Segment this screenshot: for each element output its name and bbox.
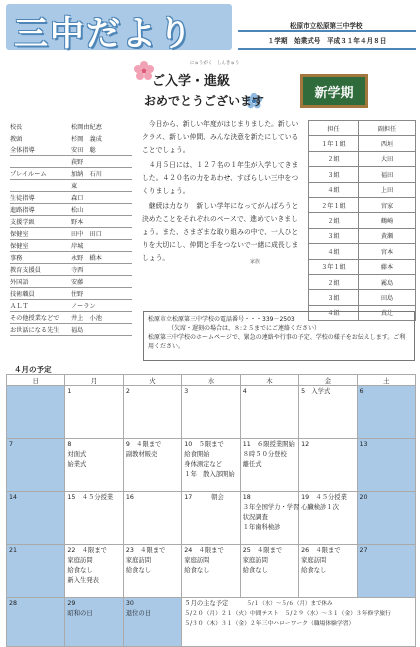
calendar-event: 対面式 [67,451,87,458]
calendar-day-header: 木 [240,375,298,386]
calendar-day [182,439,240,492]
school-name: 松原市立松原第三中学校 [290,22,363,30]
calendar-day-header: 金 [299,375,357,386]
calendar-date: 9 ４限まで [125,441,162,448]
calendar-date: 26 ４限まで [301,547,341,554]
calendar-event: 家庭訪問 [125,557,152,564]
greeting-ruby: にゅうがく しんきゅう [190,61,240,66]
staff-role: その他授業などで [10,315,60,322]
staff-row [10,216,132,228]
staff-row [10,300,132,312]
calendar-date: 2 [125,388,130,395]
calendar-event: 副教材販売 [125,451,158,458]
staff-role: 技術職員 [10,291,35,298]
homeroom-teacher: 大田 [359,151,416,166]
calendar-date: 3 [184,388,189,395]
staff-row [10,228,132,240]
homeroom-class: １年１組 [309,136,359,151]
calendar-event: ８時５０分登校 [242,451,287,458]
staff-row [10,276,132,288]
calendar-event: 身体測定など [184,461,223,468]
calendar-event: １年歯科検診 [242,524,281,531]
calendar-day-header: 月 [65,375,123,386]
homeroom-row [309,213,416,228]
homeroom-class: ２組 [309,274,359,289]
calendar-day-header: 日 [7,375,65,386]
homeroom-class: ３組 [309,228,359,243]
calendar-date: 13 [359,441,368,448]
calendar-date: 5 入学式 [301,388,331,395]
may-title [184,599,413,609]
staff-role: 保健室 [10,231,29,238]
staff-role: プレイルーム [10,171,47,178]
calendar-day [65,386,123,439]
calendar-event: 新入生発表 [67,577,99,584]
calendar-week [7,439,416,492]
homeroom-teacher: 霧島 [359,274,416,289]
calendar-day [299,545,357,598]
staff-row [10,192,132,204]
staff-row [10,120,132,132]
calendar-day-header: 土 [357,375,415,386]
calendar-date: 24 ４限まで [184,547,224,554]
calendar-day [123,492,181,545]
calendar-date: 8 [67,441,72,448]
may-schedule [182,598,416,647]
calendar-day [123,386,181,439]
calendar-event: 家庭訪問 [184,557,210,564]
homeroom-class: ３年１組 [309,259,359,274]
calendar-event: 家庭訪問 [301,557,327,564]
staff-row [10,240,132,252]
homeroom-row [309,121,416,136]
staff-row [10,180,132,192]
homeroom-teacher: 上田 [359,182,416,197]
calendar-week [7,598,416,647]
calendar-date: 25 ４限まで [242,547,283,554]
homeroom-table [308,120,416,321]
may-title-text: ５月の主な予定 [184,600,229,607]
calendar-date: 28 [9,600,18,607]
staff-role: お世話になる先生 [10,327,60,334]
calendar-day [299,386,357,439]
calendar-event: 昭和の日 [67,610,93,617]
homeroom-row [309,151,416,166]
staff-role: 進路指導 [10,207,35,214]
calendar-date: 16 [125,494,134,501]
phone-line: 松原市立松原第三中学校の電話番号・・・339－2503 [148,316,295,323]
absence-note: （欠席・遅刻の場合は、８:２５までにご連絡ください） [168,325,321,332]
calendar-date: 4 [242,388,247,395]
staff-name: 井上 小池 [71,315,102,322]
staff-name: 永野 橋本 [71,255,102,262]
calendar-date: 6 [359,388,364,395]
calendar-day [7,439,65,492]
calendar-day [240,492,298,545]
calendar-event: １年 散入部開始 [184,471,235,478]
calendar-event: 給食なし [67,567,93,574]
calendar-event: 給食なし [184,567,210,574]
calendar-event: 心臓検診１次 [301,504,339,511]
homeroom-teacher: 真辻 [359,305,416,320]
staff-role: 教育支援員 [10,267,41,274]
calendar-day-header: 水 [182,375,240,386]
staff-name: 森口 [71,195,84,202]
calendar-day [123,598,181,647]
new-term-blackboard: 新学期 [300,74,368,108]
staff-role: ＡＬＴ [10,303,29,310]
homeroom-teacher: 宮本 [359,244,416,259]
staff-role: 校長 [10,123,23,131]
calendar-week [7,545,416,598]
staff-name: 東 [71,183,78,190]
staff-role: 保健室 [10,243,29,250]
staff-name: 杉岡 義成 [71,135,102,143]
calendar-day [357,439,415,492]
homeroom-teacher: 副担任 [359,121,416,136]
staff-row [10,288,132,300]
staff-role: 生徒指導 [10,195,35,202]
staff-name: 加納 石川 [71,171,102,178]
calendar-event: 退位の日 [125,610,152,617]
calendar-title: ４月の予定 [14,365,52,374]
calendar-day [65,598,123,647]
calendar-day [65,545,123,598]
staff-name: 松岡由紀恵 [71,123,102,131]
homeroom-row [309,244,416,259]
calendar-day [123,545,181,598]
calendar-date: 15 ４５分授業 [67,494,114,501]
calendar-event: 給食開始 [184,451,210,458]
staff-role: 教頭 [10,135,23,143]
calendar-event: 給食なし [125,567,152,574]
calendar-day [240,545,298,598]
homeroom-class: ２組 [309,151,359,166]
may-holiday: ５/１（水）～５/６（月）まで休み [246,601,333,607]
calendar-date: 12 [301,441,310,448]
calendar-date: 17 朝会 [184,494,224,501]
family-ruby: 家族 [250,259,261,265]
calendar-date: 18 [242,494,251,501]
calendar-date: 22 ４限まで [67,547,107,554]
homeroom-teacher: 藤本 [359,259,416,274]
greeting-heading: ご入学・進級 [152,74,231,89]
staff-name: ノーラン [71,303,96,310]
staff-name: 荻野 [71,159,84,166]
staff-row [10,204,132,216]
calendar-date: 30 [125,600,134,607]
calendar-event: 離任式 [242,461,262,468]
calendar-day [357,545,415,598]
homeroom-row [309,167,416,182]
staff-role: 支援学級 [10,219,35,226]
principal-letter [142,118,304,267]
calendar-date: 29 [67,600,76,607]
calendar-date: 23 ４限まで [125,547,166,554]
calendar-day [299,492,357,545]
calendar-date: 21 [9,547,18,554]
calendar-week [7,386,416,439]
homeroom-row [309,228,416,243]
calendar-day [299,439,357,492]
staff-row [10,168,132,180]
calendar-date: 20 [359,494,368,501]
staff-role: 事務 [10,255,23,262]
staff-name: 岸城 [71,243,84,250]
homeroom-class: ３組 [309,167,359,182]
may-event: ５/３０（木）３１（金）２年三中ハローワーク（職場体験学習） [184,621,355,627]
staff-role: 全体指導 [10,147,35,154]
staff-role: 外国語 [10,279,29,286]
calendar-event: 家庭訪問 [242,557,268,564]
homepage-note: 松原第三中学校のホームページで、緊急の連絡や行事の予定、学校の様子をお伝えします。ご利用ください。 [148,334,406,350]
homeroom-teacher: 黄瀬 [359,228,416,243]
homeroom-row [309,197,416,212]
issue-info: １学期 始業式号 平成３１年４月８日 [238,30,416,50]
calendar-week [7,492,416,545]
calendar-event: 給食なし [301,567,327,574]
staff-row [10,252,132,264]
calendar-day [7,598,65,647]
calendar-day [357,386,415,439]
calendar-day [240,439,298,492]
greeting-subheading: おめでとうございます [144,94,265,108]
staff-list [10,120,132,336]
homeroom-teacher: 宮家 [359,197,416,212]
staff-row [10,324,132,336]
calendar-date: 14 [9,494,18,501]
homeroom-row [309,290,416,305]
calendar-day [7,492,65,545]
staff-row [10,144,132,156]
contact-box [143,311,415,361]
staff-name: 野本 [71,219,84,226]
letter-paragraph: 継続は力なり 新しい学年になってがんばろうと決めたことをそれぞれのペースで、進めていきましょう。また、さまざまな取り組みの中で、一人ひとりを大切にし、仲間と手をつないで一緒に成長しましょう。 [142,202,299,262]
april-calendar [6,374,416,647]
letter-paragraph: ４月５日には、１２７名の１年生が入学してきました。４２０名の力をあわせ、すばらしい三中をつくりましょう。 [142,161,299,195]
homeroom-teacher: 田島 [359,290,416,305]
homeroom-class: ４組 [309,244,359,259]
homeroom-teacher: 福田 [359,167,416,182]
staff-name: 松山 [71,207,84,214]
homeroom-row [309,259,416,274]
homeroom-class: ２組 [309,213,359,228]
calendar-date: 27 [359,547,368,554]
calendar-date: 7 [9,441,14,448]
newsletter-title: 三中だより [14,14,194,54]
staff-row [10,264,132,276]
calendar-date: 19 ４５分授業 [301,494,347,501]
calendar-date: 10 ５限まで [184,441,224,448]
homeroom-row [309,274,416,289]
homeroom-teacher: 鶴崎 [359,213,416,228]
calendar-date: 1 [67,388,72,395]
staff-name: 安田 聡 [71,147,96,154]
homeroom-class: ２年１組 [309,197,359,212]
homeroom-class: ４組 [309,182,359,197]
calendar-day [65,492,123,545]
homeroom-row [309,182,416,197]
calendar-event: 家庭訪問 [67,557,93,564]
homeroom-teacher: 西垣 [359,136,416,151]
calendar-date: 11 ６限授業開始 [242,441,295,448]
staff-row [10,132,132,144]
calendar-day [182,386,240,439]
homeroom-class: ３組 [309,290,359,305]
calendar-day [182,492,240,545]
calendar-day [357,492,415,545]
staff-row [10,312,132,324]
calendar-day [182,545,240,598]
calendar-day-header: 火 [123,375,181,386]
calendar-event: 始業式 [67,461,87,468]
may-event: ５/２０（月）２１（火）中間テスト ５/２９（水）～３１（金）３年修学旅行 [184,611,391,617]
staff-row [10,156,132,168]
calendar-day [7,386,65,439]
letter-paragraph: 今日から、新しい年度がはじまりました。新しいクラス、新しい仲間、みんな決意を新たにしていることでしょう。 [142,120,299,154]
calendar-day [240,386,298,439]
homeroom-class: 担任 [309,121,359,136]
staff-name: 安藤 [71,279,84,286]
calendar-day [65,439,123,492]
calendar-day [123,439,181,492]
calendar-event: 状況調査 [242,514,268,521]
homeroom-class: ４組 [309,305,359,320]
calendar-event: ３年全国学力・学習 [242,504,300,511]
staff-name: 寺西 [71,267,84,274]
staff-name: 住野 [71,291,84,298]
calendar-day [7,545,65,598]
staff-name: 田中 田口 [71,231,102,238]
homeroom-row [309,136,416,151]
staff-name: 福島 [71,327,84,334]
calendar-event: 給食なし [242,567,268,574]
